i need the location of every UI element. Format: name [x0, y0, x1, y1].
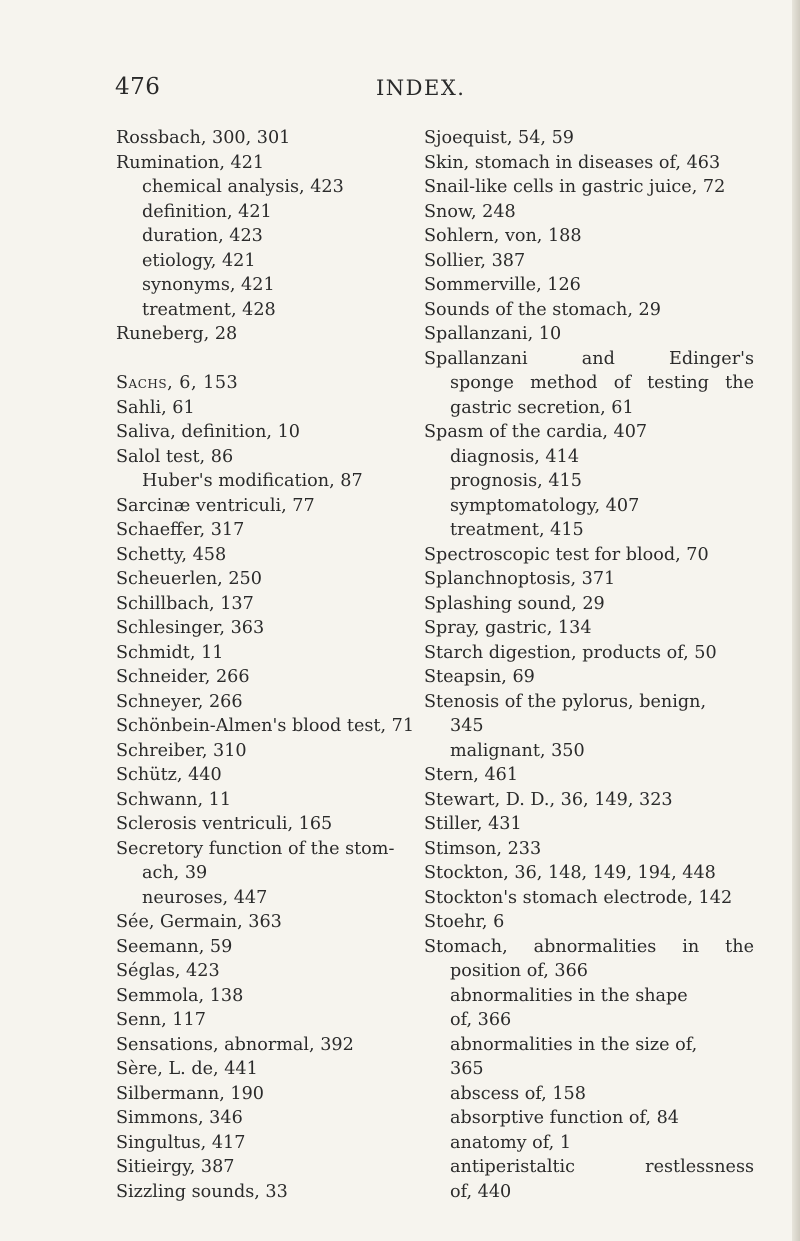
index-subentry: symptomatology, 407 — [450, 495, 640, 516]
index-entry: Sée, Germain, 363 — [116, 912, 282, 932]
index-entry-continuation: 365 — [450, 1059, 484, 1079]
index-entry: Schönbein-Almen's blood test, 71 — [116, 716, 415, 736]
index-subentry: abscess of, 158 — [450, 1083, 586, 1104]
index-subentry: prognosis, 415 — [450, 471, 582, 491]
index-column-left — [116, 126, 416, 1204]
index-entry: Stockton, 36, 148, 149, 194, 448 — [424, 863, 716, 883]
index-entry: Stewart, D. D., 36, 149, 323 — [424, 789, 673, 810]
index-entry: Spallanzani, 10 — [424, 324, 562, 344]
index-subentry: abnormalities in the size of, — [450, 1034, 698, 1055]
index-subentry: absorptive function of, 84 — [450, 1108, 679, 1128]
index-entry: Runeberg, 28 — [116, 324, 238, 344]
index-subentry: synonyms, 421 — [142, 275, 275, 295]
index-entry: Schneyer, 266 — [116, 691, 243, 712]
index-entry-continuation: gastric secretion, 61 — [450, 397, 634, 418]
index-entry: Snail-like cells in gastric juice, 72 — [424, 177, 726, 197]
index-entry: Scheuerlen, 250 — [116, 569, 262, 589]
index-entry: Rumination, 421 — [116, 152, 265, 173]
index-entry: Stiller, 431 — [424, 814, 522, 834]
index-entry: Sahli, 61 — [116, 397, 195, 418]
index-entry: Sizzling sounds, 33 — [116, 1181, 288, 1202]
index-entry: Rossbach, 300, 301 — [116, 128, 291, 148]
index-subentry: definition, 421 — [142, 201, 272, 222]
index-entry: Salol test, 86 — [116, 446, 234, 467]
index-subentry: diagnosis, 414 — [450, 446, 580, 467]
index-entry: Stockton's stomach electrode, 142 — [424, 887, 733, 908]
index-entry: Schütz, 440 — [116, 765, 222, 785]
index-entry: Simmons, 346 — [116, 1108, 243, 1128]
index-entry: Schmidt, 11 — [116, 642, 224, 663]
index-entry: Sitieirgy, 387 — [116, 1157, 235, 1177]
index-entry: Snow, 248 — [424, 201, 516, 222]
index-entry: Sollier, 387 — [424, 250, 526, 271]
index-entry: Seemann, 59 — [116, 936, 233, 957]
index-entry: Stern, 461 — [424, 765, 519, 785]
index-subentry: duration, 423 — [142, 226, 263, 246]
index-subentry: abnormalities in the shape — [450, 985, 688, 1006]
index-entry: Semmola, 138 — [116, 985, 244, 1006]
index-entry: Sarcinæ ventriculi, 77 — [116, 495, 315, 516]
index-entry-continuation: ach, 39 — [142, 863, 208, 883]
index-subentry: treatment, 428 — [142, 299, 276, 320]
index-subentry: treatment, 415 — [450, 520, 584, 540]
index-entry: Schetty, 458 — [116, 544, 227, 565]
index-entry: Schreiber, 310 — [116, 740, 247, 761]
index-entry-continuation: position of, 366 — [450, 961, 588, 981]
index-column-right — [424, 126, 754, 1204]
index-entry: Stimson, 233 — [424, 838, 542, 859]
index-entry: Stenosis of the pylorus, benign, — [424, 691, 707, 712]
index-entry: Schwann, 11 — [116, 789, 232, 810]
index-entry: Schneider, 266 — [116, 667, 250, 687]
index-entry: Sounds of the stomach, 29 — [424, 299, 661, 320]
index-entry: Sensations, abnormal, 392 — [116, 1034, 354, 1055]
index-entry: Splashing sound, 29 — [424, 593, 605, 614]
index-entry: Stoehr, 6 — [424, 912, 505, 932]
index-entry: Sjoequist, 54, 59 — [424, 128, 574, 148]
index-entry: Séglas, 423 — [116, 961, 220, 981]
index-entry: Silbermann, 190 — [116, 1083, 264, 1104]
index-entry: Saliva, definition, 10 — [116, 422, 300, 442]
index-subentry: neuroses, 447 — [142, 887, 268, 908]
index-entry: Steapsin, 69 — [424, 667, 535, 687]
index-section-gap — [116, 347, 416, 372]
index-entry: Secretory function of the stom- — [116, 838, 395, 859]
index-entry-continuation: 345 — [450, 716, 484, 736]
index-entry: Singultus, 417 — [116, 1132, 246, 1153]
index-entry: Sachs, 6, 153 — [116, 373, 239, 393]
index-subentry: chemical analysis, 423 — [142, 177, 344, 197]
index-entry: Splanchnoptosis, 371 — [424, 569, 616, 589]
index-entry: Stomach, abnormalities in the — [424, 936, 754, 957]
index-entry: Schillbach, 137 — [116, 593, 254, 614]
index-entry: Senn, 117 — [116, 1010, 206, 1030]
index-entry: Sommerville, 126 — [424, 275, 581, 295]
running-head: INDEX. — [376, 76, 466, 100]
index-subentry: Huber's modification, 87 — [142, 471, 363, 491]
page-header — [0, 74, 800, 104]
index-entry-continuation: sponge method of testing the — [450, 373, 754, 393]
index-entry: Sclerosis ventriculi, 165 — [116, 814, 333, 834]
page-number: 476 — [115, 74, 161, 100]
index-entry-continuation: of, 366 — [450, 1010, 512, 1030]
index-subentry: antiperistaltic restlessness — [450, 1157, 754, 1177]
index-entry: Spectroscopic test for blood, 70 — [424, 544, 709, 565]
index-entry-continuation: of, 440 — [450, 1181, 512, 1202]
page-edge-shadow — [792, 0, 800, 1241]
index-entry: Spallanzani and Edinger's — [424, 348, 754, 369]
index-entry: Sohlern, von, 188 — [424, 226, 582, 246]
index-subentry: etiology, 421 — [142, 250, 256, 271]
index-entry: Spasm of the cardia, 407 — [424, 422, 648, 442]
index-entry: Sère, L. de, 441 — [116, 1059, 258, 1079]
index-subentry: malignant, 350 — [450, 740, 585, 761]
index-entry: Schlesinger, 363 — [116, 618, 265, 638]
index-entry: Starch digestion, products of, 50 — [424, 642, 717, 663]
index-subentry: anatomy of, 1 — [450, 1132, 572, 1153]
index-entry: Skin, stomach in diseases of, 463 — [424, 152, 721, 173]
index-entry: Schaeffer, 317 — [116, 520, 245, 540]
index-entry: Spray, gastric, 134 — [424, 618, 592, 638]
